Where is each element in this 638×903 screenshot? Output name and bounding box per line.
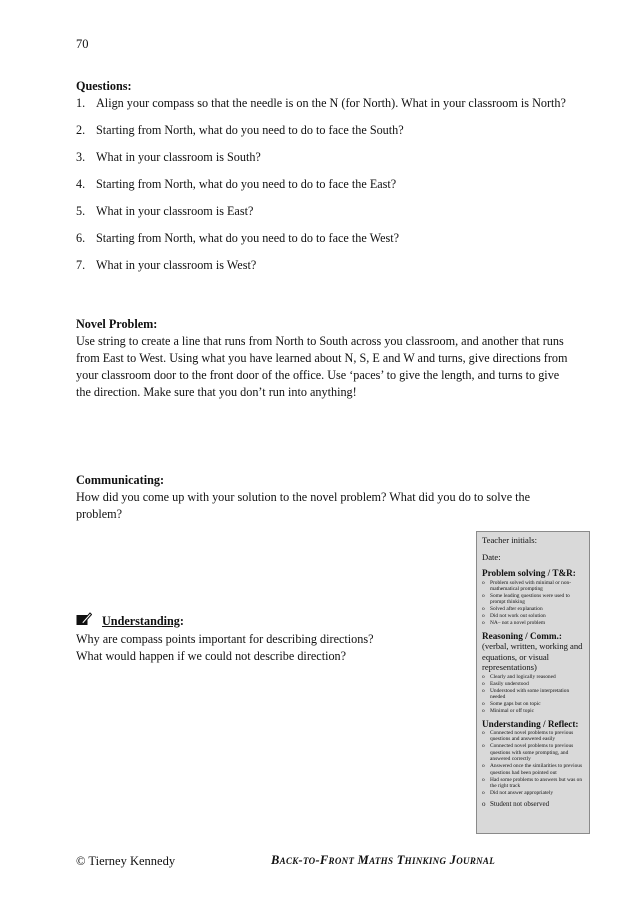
question-number: 2. xyxy=(76,123,86,137)
rubric-option: o Some leading questions were used to prompt thinking xyxy=(482,593,584,606)
pencil-icon xyxy=(76,612,92,631)
question-text: What in your classroom is East? xyxy=(96,204,254,218)
understanding-heading xyxy=(102,613,184,630)
rubric-option: o Minimal or off topic xyxy=(482,708,584,714)
reasoning-options xyxy=(482,674,584,715)
understanding-reflect-options xyxy=(482,730,584,796)
question-text: Starting from North, what do you need to do to face the South? xyxy=(96,123,404,137)
reasoning-heading: Reasoning / Comm.: xyxy=(482,630,562,641)
question-number: 7. xyxy=(76,258,86,272)
question-item xyxy=(76,95,576,112)
reasoning-subheading: (verbal, written, working and equations, or visual representations) xyxy=(482,641,583,673)
teacher-initials-label: Teacher initials: xyxy=(482,535,537,545)
understanding-section xyxy=(76,612,466,665)
questions-heading: Questions: xyxy=(76,79,132,93)
novel-problem-text: Use string to create a line that runs from North to South across you classroom, and another that runs from East to West. Using what you have learned about N, S, E and W and turns, give directions from your classroom door to the front door of the office. Use ‘paces’ to give the length, and turns to give the direction. Make sure that you don’t run into anything! xyxy=(76,334,568,399)
rubric-option: o Solved after explanation xyxy=(482,606,584,612)
page-number: 70 xyxy=(76,37,89,51)
question-number: 1. xyxy=(76,96,86,110)
understanding-heading-text: Understanding xyxy=(102,614,180,628)
rubric-option: o Answered once the similarities to previous questions had been pointed out xyxy=(482,763,584,776)
question-number: 6. xyxy=(76,231,86,245)
footer-journal-title: Back-to-Front Maths Thinking Journal xyxy=(271,853,496,867)
problem-solving-heading: Problem solving / T&R: xyxy=(482,568,576,578)
rubric-option: o Connected novel problems to previous questions and answered easily xyxy=(482,730,584,743)
rubric-option: o Problem solved with minimal or non-mathematical prompting xyxy=(482,580,584,593)
rubric-option: o Some gaps but on topic xyxy=(482,701,584,707)
questions-section xyxy=(76,78,576,284)
communicating-heading: Communicating: xyxy=(76,473,165,487)
question-text: Starting from North, what do you need to do to face the East? xyxy=(96,177,397,191)
question-text: Starting from North, what do you need to do to face the West? xyxy=(96,231,400,245)
rubric-option: o Did not work out solution xyxy=(482,613,584,619)
question-item xyxy=(76,176,576,193)
rubric-option: o Easily understood xyxy=(482,681,584,687)
teacher-rubric-box xyxy=(476,531,590,834)
question-list xyxy=(76,95,576,274)
question-item xyxy=(76,122,576,139)
understanding-question-1: Why are compass points important for describing directions? xyxy=(76,632,374,646)
understanding-header xyxy=(76,612,466,631)
problem-solving-options xyxy=(482,580,584,627)
question-text: What in your classroom is West? xyxy=(96,258,257,272)
question-item xyxy=(76,203,576,220)
question-item xyxy=(76,257,576,274)
question-text: What in your classroom is South? xyxy=(96,150,261,164)
question-number: 4. xyxy=(76,177,86,191)
communicating-section xyxy=(76,472,576,523)
understanding-question-2: What would happen if we could not describe direction? xyxy=(76,649,347,663)
novel-problem-heading: Novel Problem: xyxy=(76,317,158,331)
rubric-option: o Had some problems to answers but was on the right track xyxy=(482,777,584,790)
footer-copyright: © Tierney Kennedy xyxy=(76,854,176,868)
date-label: Date: xyxy=(482,551,501,562)
question-item xyxy=(76,149,576,166)
rubric-option: o NA– not a novel problem xyxy=(482,620,584,626)
understanding-reflect-heading: Understanding / Reflect: xyxy=(482,718,579,729)
rubric-option: o Did not answer appropriately xyxy=(482,790,584,796)
question-number: 3. xyxy=(76,150,86,164)
question-text: Align your compass so that the needle is on the N (for North). What in your classroom is North? xyxy=(96,96,566,110)
communicating-text: How did you come up with your solution to the novel problem? What did you do to solve the problem? xyxy=(76,490,531,521)
question-item xyxy=(76,230,576,247)
question-number: 5. xyxy=(76,204,86,218)
novel-problem-section xyxy=(76,316,576,401)
rubric-option: o Understood with some interpretation needed xyxy=(482,688,584,701)
rubric-option: o Clearly and logically reasoned xyxy=(482,674,584,680)
understanding-heading-colon: : xyxy=(179,614,184,628)
rubric-option: o Connected novel problems to previous questions with some prompting, and answered correctly xyxy=(482,743,584,762)
student-not-observed-option: o Student not observed xyxy=(482,800,584,809)
